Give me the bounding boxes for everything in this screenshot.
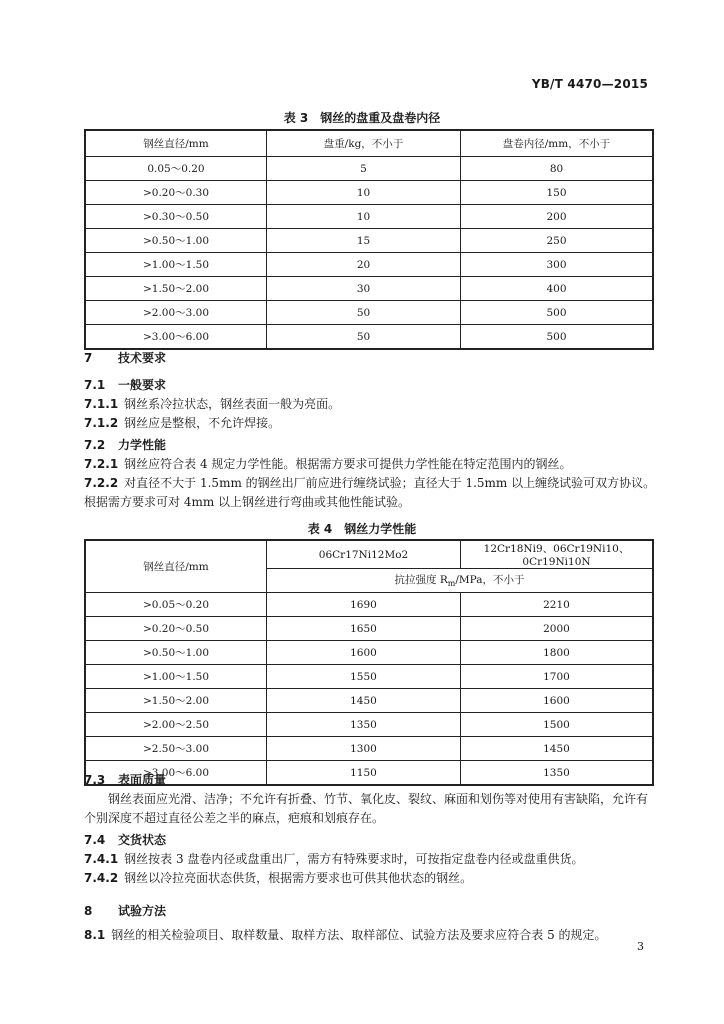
table-cell: 50 (267, 325, 461, 350)
table3-header-row (85, 130, 653, 157)
section-number: 7.3 (84, 773, 106, 787)
table-cell: 1150 (267, 761, 461, 786)
table4-header-grade2: 12Cr18Ni9、06Cr19Ni10、0Cr19Ni10N (461, 540, 654, 569)
table-cell: 250 (461, 229, 654, 253)
table-row (85, 617, 653, 641)
table-cell: 300 (461, 253, 654, 277)
clause-7-1-1 (84, 395, 656, 414)
table-cell: 1650 (267, 617, 461, 641)
table-row (85, 689, 653, 713)
table-cell: 20 (267, 253, 461, 277)
table4-header-grade1: 06Cr17Ni12Mo2 (267, 540, 461, 569)
table-row (85, 665, 653, 689)
table-cell: 5 (267, 157, 461, 181)
table-cell: 50 (267, 301, 461, 325)
table-row (85, 737, 653, 761)
table-cell: >2.50～3.00 (85, 737, 267, 761)
strength-subscript: m (447, 579, 456, 589)
section-title: 技术要求 (118, 351, 167, 365)
clause-7-3-text: 钢丝表面应光滑、洁净；不允许有折叠、竹节、氧化皮、裂纹、麻面和划伤等对使用有害缺陷，允许有个别深度不超过直径公差之半的麻点，疤痕和划痕存在。 (84, 792, 649, 825)
clause-7-4-2 (84, 869, 656, 888)
section-number: 7.1 (84, 378, 106, 392)
table4-header-strength (267, 569, 654, 593)
clause-7-4-1 (84, 850, 656, 869)
table-cell: 500 (461, 301, 654, 325)
table-row (85, 205, 653, 229)
clause-text: 钢丝按表 3 盘卷内径或盘重出厂，需方有特殊要求时，可按指定盘卷内径或盘重供货。 (124, 852, 584, 866)
section-7-3-heading (84, 771, 166, 788)
section-title: 表面质量 (118, 773, 167, 787)
clause-text: 对直径不大于 1.5mm 的钢丝出厂前应进行缠绕试验；直径大于 1.5mm 以上缠绕试验可双方协议。根据需方要求可对 4mm 以上钢丝进行弯曲或其他性能试验。 (84, 476, 656, 509)
clause-7-2-2 (84, 474, 656, 512)
clause-7-1-2 (84, 414, 656, 433)
clause-number: 7.1.2 (84, 416, 119, 430)
table-cell: 200 (461, 205, 654, 229)
table-cell: >3.00～6.00 (85, 325, 267, 350)
table-row (85, 325, 653, 350)
table-row (85, 301, 653, 325)
table4 (84, 539, 654, 786)
table-cell: 1690 (267, 593, 461, 617)
table-cell: 1350 (267, 713, 461, 737)
section-7-1-heading (84, 376, 166, 393)
table-cell: 1800 (461, 641, 654, 665)
table-cell: 1450 (461, 737, 654, 761)
section-7-heading (84, 349, 166, 366)
page-number: 3 (637, 940, 644, 953)
table-cell: 10 (267, 205, 461, 229)
table-cell: 1600 (461, 689, 654, 713)
clause-number: 7.4.1 (84, 852, 119, 866)
clause-text: 钢丝以冷拉亮面状态供货，根据需方要求也可供其他状态的钢丝。 (124, 871, 473, 885)
table-cell: >3.00～6.00 (85, 761, 267, 786)
table-row (85, 713, 653, 737)
section-7-2-heading (84, 436, 166, 453)
table-cell: >0.30～0.50 (85, 205, 267, 229)
table4-caption: 表 4 钢丝力学性能 (307, 522, 417, 536)
clause-number: 7.4.2 (84, 871, 119, 885)
table-cell: >0.05～0.20 (85, 593, 267, 617)
section-title: 试验方法 (118, 904, 167, 918)
table-cell: >1.00～1.50 (85, 665, 267, 689)
table-cell: >0.50～1.00 (85, 641, 267, 665)
table-cell: 1600 (267, 641, 461, 665)
table3-header-weight: 盘重/kg，不小于 (267, 130, 461, 157)
clause-text: 钢丝的相关检验项目、取样数量、取样方法、取样部位、试验方法及要求应符合表 5 的规定。 (111, 928, 607, 942)
table-cell: >1.50～2.00 (85, 689, 267, 713)
table-cell: 1350 (461, 761, 654, 786)
strength-unit: /MPa，不小于 (455, 574, 525, 587)
section-title: 力学性能 (118, 438, 167, 452)
clause-number: 7.1.1 (84, 397, 119, 411)
table-row (85, 593, 653, 617)
table4-header-diameter: 钢丝直径/mm (85, 540, 267, 593)
table-row (85, 277, 653, 301)
table3-header-diameter: 钢丝直径/mm (85, 130, 267, 157)
table-row (85, 761, 653, 786)
table-cell: 2000 (461, 617, 654, 641)
table-cell: 15 (267, 229, 461, 253)
table-cell: 500 (461, 325, 654, 350)
clause-8-1 (84, 926, 656, 945)
clause-text: 钢丝应符合表 4 规定力学性能。根据需方要求可提供力学性能在特定范围内的钢丝。 (124, 457, 572, 471)
table-cell: 10 (267, 181, 461, 205)
table-cell: 1700 (461, 665, 654, 689)
table-cell: 150 (461, 181, 654, 205)
clause-number: 8.1 (84, 928, 106, 942)
clause-text: 钢丝系冷拉状态，钢丝表面一般为亮面。 (124, 397, 341, 411)
strength-label: 抗拉强度 R (394, 574, 448, 587)
table-cell: >2.00～2.50 (85, 713, 267, 737)
table-cell: >0.20～0.50 (85, 617, 267, 641)
section-number: 7.2 (84, 438, 106, 452)
table-row (85, 181, 653, 205)
table-cell: 0.05～0.20 (85, 157, 267, 181)
table-cell: 1450 (267, 689, 461, 713)
section-number: 7 (84, 351, 93, 365)
section-number: 7.4 (84, 833, 106, 847)
clause-number: 7.2.2 (84, 476, 119, 490)
table-cell: >2.00～3.00 (85, 301, 267, 325)
section-number: 8 (84, 904, 93, 918)
table-cell: 400 (461, 277, 654, 301)
table-row (85, 641, 653, 665)
clause-text: 钢丝应是整根，不允许焊接。 (124, 416, 281, 430)
clause-number: 7.2.1 (84, 457, 119, 471)
table4-header-row (85, 540, 653, 569)
table-cell: 1550 (267, 665, 461, 689)
table-cell: >1.00～1.50 (85, 253, 267, 277)
table-row (85, 253, 653, 277)
table-cell: 1500 (461, 713, 654, 737)
table-row (85, 157, 653, 181)
table-cell: >1.50～2.00 (85, 277, 267, 301)
section-7-4-heading (84, 831, 166, 848)
table3-caption: 表 3 钢丝的盘重及盘卷内径 (283, 111, 441, 125)
table-cell: >0.50～1.00 (85, 229, 267, 253)
table-cell: 1300 (267, 737, 461, 761)
standard-number: YB/T 4470—2015 (531, 77, 648, 91)
table3 (84, 129, 654, 350)
clause-7-2-1 (84, 455, 656, 474)
table-cell: 2210 (461, 593, 654, 617)
table-cell: 80 (461, 157, 654, 181)
table-cell: >0.20～0.30 (85, 181, 267, 205)
section-title: 交货状态 (118, 833, 167, 847)
table3-header-inner-diameter: 盘卷内径/mm，不小于 (461, 130, 654, 157)
section-8-heading (84, 902, 166, 919)
table-row (85, 229, 653, 253)
section-title: 一般要求 (118, 378, 167, 392)
table-cell: 30 (267, 277, 461, 301)
